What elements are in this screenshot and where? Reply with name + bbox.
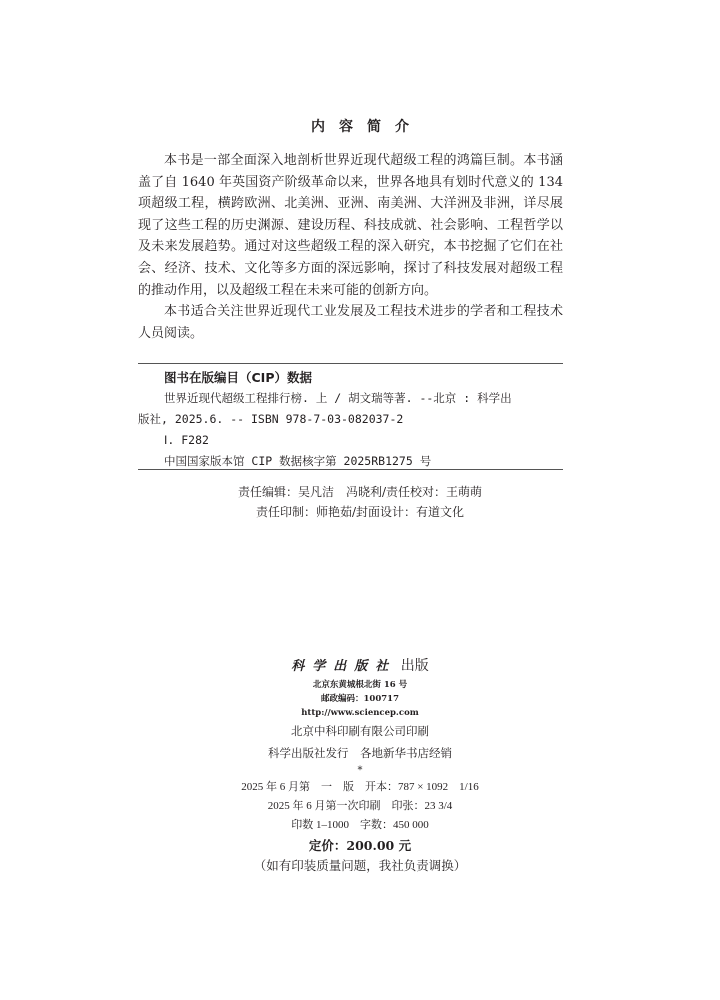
abstract: [138, 150, 563, 344]
cip-record-number: 中国国家版本馆 CIP 数据核字第 2025RB1275 号: [164, 454, 432, 468]
copies-info: 印数 1–1000 字数：450 000: [291, 819, 429, 831]
price: 定价：200.00 元: [308, 838, 412, 853]
page-title: 内容简介: [311, 119, 423, 135]
cip-classification: Ⅰ. F282: [164, 433, 209, 447]
abstract-paragraph: 本书适合关注世界近现代工业发展及工程技术进步的学者和工程技术人员阅读。: [138, 304, 563, 341]
abstract-paragraph: 本书是一部全面深入地剖析世界近现代超级工程的鸿篇巨制。本书涵盖了自 1640 年英国资产阶级革命以来，世界各地具有划时代意义的 134 项超级工程，横跨欧洲、北美洲、亚洲、南美洲、大洋洲及非洲，详尽展现了这些工程的历史渊源、建设历程、科技成就、社会影响、工程哲学以及未来发展趋势。通过对这些超级工程的深入研究，本书挖掘了它们在社会、经济、技术、文化等多方面的深远影响，探讨了科技发展对超级工程的推动作用，以及超级工程在未来可能的创新方向。: [138, 153, 563, 298]
distribution: 科学出版社发行 各地新华书店经销: [268, 746, 452, 760]
quality-note: （如有印装质量问题，我社负责调换）: [253, 858, 467, 873]
colophon: [0, 655, 720, 876]
edition-info: 2025 年 6 月第 一 版 开本：787 × 1092 1/16: [241, 781, 479, 793]
staff-line-editors: 责任编辑：吴凡洁 冯晓利/责任校对：王萌萌: [237, 485, 483, 499]
separator-star: *: [357, 765, 363, 776]
printing-info: 2025 年 6 月第一次印刷 印张：23 3/4: [267, 800, 453, 812]
publisher-postcode: 邮政编码：100717: [321, 694, 399, 704]
publisher-suffix: 出版: [400, 658, 429, 674]
cip-title-line: 世界近现代超级工程排行榜. 上 / 胡文瑞等著. --北京 : 科学出: [164, 391, 512, 405]
cip-publisher-line: 版社, 2025.6. -- ISBN 978-7-03-082037-2: [138, 412, 404, 426]
publisher-address: 北京东黄城根北街 16 号: [312, 680, 408, 690]
publisher-website: http://www.sciencep.com: [301, 708, 419, 718]
cip-heading: 图书在版编目（CIP）数据: [164, 370, 312, 385]
editorial-staff: [0, 482, 720, 522]
cip-data-block: [138, 363, 563, 470]
printer: 北京中科印刷有限公司印刷: [291, 724, 429, 738]
publisher-brand: 科学出版社: [291, 659, 397, 674]
publisher-line: [0, 655, 720, 678]
staff-line-production: 责任印制：师艳茹/封面设计：有道文化: [255, 505, 465, 519]
